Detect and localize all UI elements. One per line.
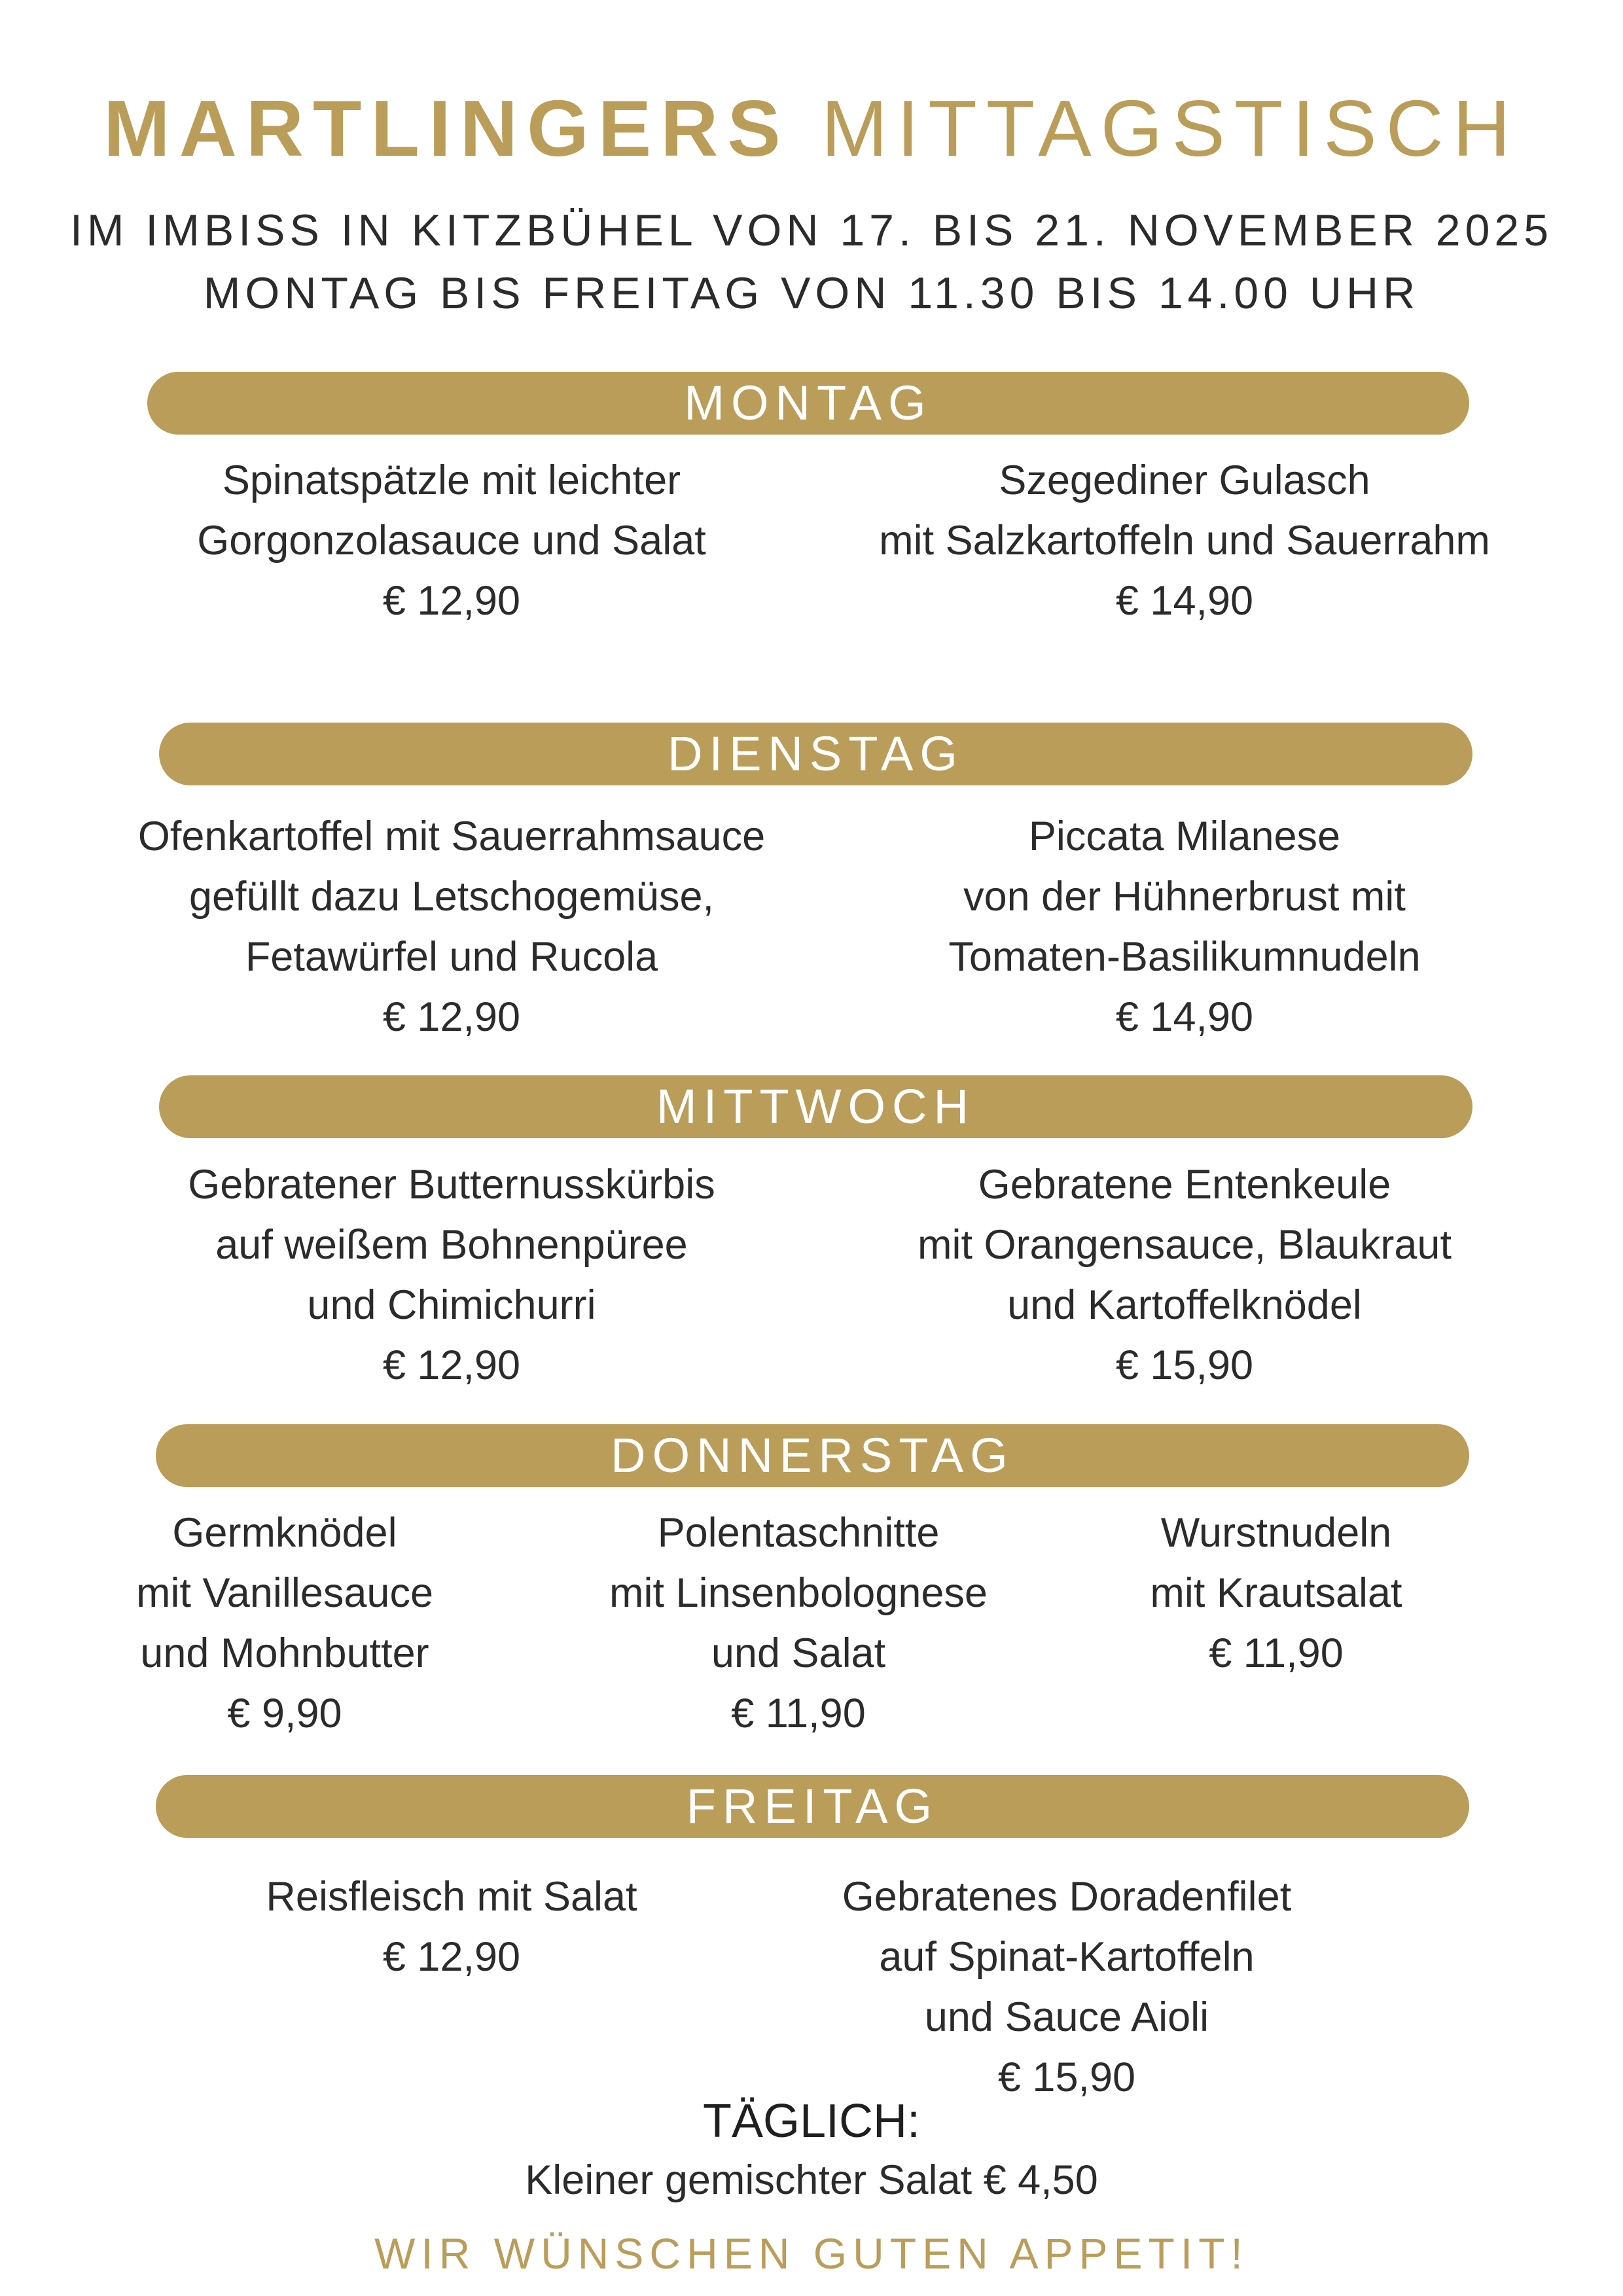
menu-title — [0, 84, 1623, 173]
dish-dienstag-2 — [890, 806, 1479, 1047]
dish-line: Reisfleisch mit Salat — [266, 1874, 637, 1920]
dish-line: Fetawürfel und Rucola — [245, 934, 658, 980]
dish-price: € 12,90 — [382, 994, 521, 1040]
dish-price: € 12,90 — [382, 1934, 521, 1980]
dish-line: mit Linsenbolognese — [609, 1570, 988, 1616]
dish-price: € 9,90 — [227, 1691, 342, 1736]
dish-dienstag-1 — [111, 806, 792, 1047]
dish-donnerstag-1 — [88, 1503, 481, 1744]
dish-mittwoch-2 — [890, 1155, 1479, 1395]
dish-line: Gebratener Butternusskürbis — [188, 1162, 715, 1208]
dish-mittwoch-1 — [144, 1155, 759, 1395]
daily-offer: Kleiner gemischter Salat € 4,50 — [525, 2157, 1098, 2203]
subtitle-location-dates: IM IMBISS IN KITZBÜHEL VON 17. BIS 21. NOVEMBER 2025 — [69, 206, 1554, 255]
closing-message: WIR WÜNSCHEN GUTEN APPETIT! — [374, 2229, 1249, 2278]
dish-montag-1 — [190, 450, 713, 631]
daily-label: TÄGLICH: — [702, 2095, 921, 2147]
dish-line: mit Salzkartoffeln und Sauerrahm — [879, 518, 1490, 564]
dish-line: Germknödel — [172, 1510, 397, 1556]
day-bar-montag — [147, 372, 1469, 435]
dish-line: mit Vanillesauce — [135, 1570, 434, 1616]
dish-line: Tomaten-Basilikumnudeln — [948, 934, 1421, 980]
title-light: MITTAGSTISCH — [821, 84, 1520, 173]
dish-price: € 11,90 — [731, 1691, 866, 1736]
day-bar-mittwoch — [159, 1075, 1472, 1138]
dish-line: auf Spinat-Kartoffeln — [879, 1934, 1255, 1980]
dish-price: € 15,90 — [997, 2054, 1136, 2100]
dish-line: Piccata Milanese — [1028, 814, 1341, 859]
title-bold: MARTLINGERS — [103, 84, 790, 173]
dish-price: € 12,90 — [382, 578, 521, 624]
day-label-donnerstag: DONNERSTAG — [611, 1428, 1014, 1482]
dish-line: Gebratenes Doradenfilet — [842, 1874, 1292, 1920]
dish-line: und Sauce Aioli — [924, 1994, 1209, 2040]
dish-freitag-2 — [772, 1867, 1361, 2108]
dish-freitag-1 — [190, 1867, 713, 1987]
dish-line: und Chimichurri — [307, 1282, 596, 1328]
dish-line: und Mohnbutter — [140, 1630, 429, 1676]
dish-price: € 14,90 — [1115, 578, 1254, 624]
dish-line: Wurstnudeln — [1160, 1510, 1392, 1556]
dish-line: gefüllt dazu Letschogemüse, — [188, 874, 715, 920]
dish-price: € 11,90 — [1209, 1630, 1344, 1676]
day-bar-dienstag — [159, 723, 1472, 785]
dish-donnerstag-3 — [1080, 1503, 1472, 1683]
dish-line: Gebratene Entenkeule — [978, 1162, 1391, 1208]
dish-donnerstag-2 — [569, 1503, 1027, 1744]
dish-line: von der Hühnerbrust mit — [963, 874, 1406, 920]
day-label-freitag: FREITAG — [686, 1779, 939, 1833]
dish-price: € 14,90 — [1115, 994, 1254, 1040]
dish-price: € 15,90 — [1115, 1342, 1254, 1388]
day-label-dienstag: DIENSTAG — [668, 726, 964, 781]
day-bar-freitag — [156, 1775, 1469, 1838]
dish-line: mit Krautsalat — [1150, 1570, 1402, 1616]
dish-line: Gorgonzolasauce und Salat — [197, 518, 706, 564]
day-bar-donnerstag — [156, 1424, 1469, 1487]
dish-line: Polentaschnitte — [657, 1510, 940, 1556]
dish-line: und Kartoffelknödel — [1007, 1282, 1362, 1328]
dish-line: und Salat — [711, 1630, 886, 1676]
dish-line: Spinatspätzle mit leichter — [222, 457, 681, 503]
day-label-montag: MONTAG — [684, 376, 933, 430]
dish-montag-2 — [857, 450, 1512, 631]
dish-price: € 12,90 — [382, 1342, 521, 1388]
day-label-mittwoch: MITTWOCH — [656, 1079, 975, 1134]
dish-line: mit Orangensauce, Blaukraut — [918, 1222, 1452, 1268]
dish-line: Ofenkartoffel mit Sauerrahmsauce — [137, 814, 766, 859]
dish-line: auf weißem Bohnenpüree — [215, 1222, 688, 1268]
dish-line: Szegediner Gulasch — [999, 457, 1370, 503]
subtitle-opening-hours: MONTAG BIS FREITAG VON 11.30 BIS 14.00 UHR — [203, 268, 1420, 318]
